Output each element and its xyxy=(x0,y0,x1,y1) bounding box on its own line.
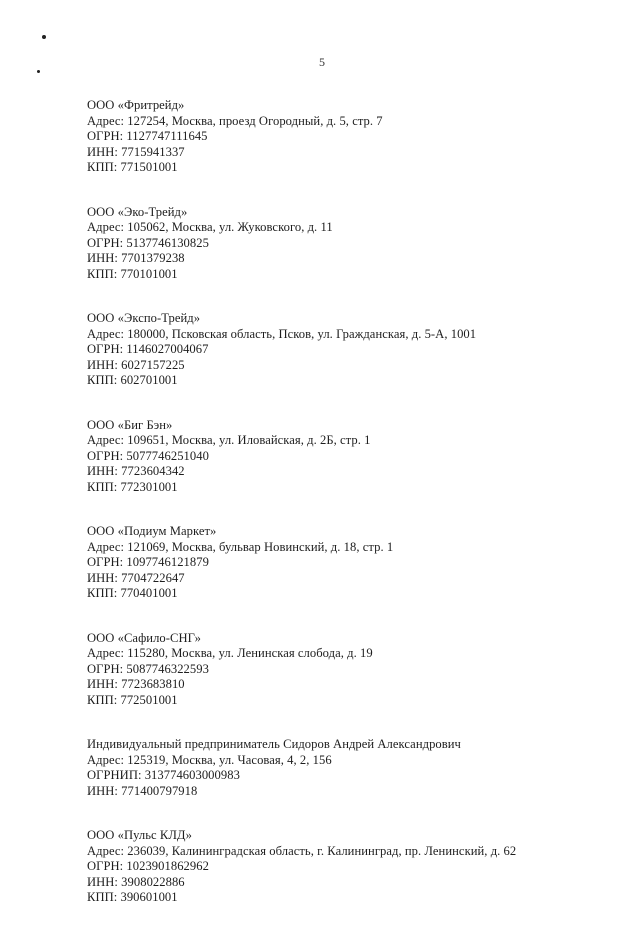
company-name: ООО «Фритрейд» xyxy=(87,98,185,112)
company-entry xyxy=(87,631,627,709)
company-entry xyxy=(87,828,627,906)
company-ogrn: ОГРН: 5087746322593 xyxy=(87,661,209,676)
entrepreneur-inn: ИНН: 771400797918 xyxy=(87,783,198,798)
company-entry xyxy=(87,524,627,602)
company-entry xyxy=(87,311,627,389)
company-kpp: КПП: 772501001 xyxy=(87,692,178,707)
page-number: 5 xyxy=(319,55,325,69)
company-kpp: КПП: 772301001 xyxy=(87,479,178,494)
company-list xyxy=(87,98,627,935)
scan-dot xyxy=(42,35,46,39)
company-ogrn: ОГРН: 1146027004067 xyxy=(87,342,209,356)
company-entry xyxy=(87,98,627,176)
company-address: Адрес: 115280, Москва, ул. Ленинская слобода, д. 19 xyxy=(87,646,373,660)
company-ogrn: ОГРН: 5137746130825 xyxy=(87,235,209,250)
company-address: Адрес: 180000, Псковская область, Псков, ул. Гражданская, д. 5-А, 1001 xyxy=(87,326,477,341)
company-inn: ИНН: 7723683810 xyxy=(87,677,185,691)
company-entry xyxy=(87,205,627,283)
company-name: ООО «Пульс КЛД» xyxy=(87,828,192,842)
company-name: ООО «Экспо-Трейд» xyxy=(87,311,201,325)
company-kpp: КПП: 771501001 xyxy=(87,160,178,174)
company-inn: ИНН: 7715941337 xyxy=(87,144,185,159)
company-address: Адрес: 121069, Москва, бульвар Новинский, д. 18, стр. 1 xyxy=(87,539,394,554)
company-ogrn: ОГРН: 5077746251040 xyxy=(87,448,209,463)
company-address: Адрес: 236039, Калининградская область, г. Калининград, пр. Ленинский, д. 62 xyxy=(87,843,517,858)
company-inn: ИНН: 7704722647 xyxy=(87,570,185,585)
company-name: ООО «Биг Бэн» xyxy=(87,417,173,432)
company-address: Адрес: 127254, Москва, проезд Огородный, д. 5, стр. 7 xyxy=(87,113,383,128)
company-name: ООО «Подиум Маркет» xyxy=(87,524,217,538)
company-kpp: КПП: 602701001 xyxy=(87,373,178,387)
company-inn: ИНН: 7701379238 xyxy=(87,251,185,265)
entrepreneur-address: Адрес: 125319, Москва, ул. Часовая, 4, 2, 156 xyxy=(87,752,332,767)
company-name: ООО «Сафило-СНГ» xyxy=(87,630,201,645)
company-inn: ИНН: 6027157225 xyxy=(87,357,185,372)
company-kpp: КПП: 770401001 xyxy=(87,586,178,600)
company-kpp: КПП: 390601001 xyxy=(87,890,178,904)
company-inn: ИНН: 3908022886 xyxy=(87,874,185,889)
entrepreneur-name: Индивидуальный предприниматель Сидоров Андрей Александрович xyxy=(87,737,461,751)
company-ogrn: ОГРН: 1127747111645 xyxy=(87,129,208,143)
company-entry xyxy=(87,418,627,496)
company-name: ООО «Эко-Трейд» xyxy=(87,204,188,219)
company-address: Адрес: 109651, Москва, ул. Иловайская, д. 2Б, стр. 1 xyxy=(87,433,371,447)
company-ogrn: ОГРН: 1097746121879 xyxy=(87,555,209,569)
company-inn: ИНН: 7723604342 xyxy=(87,464,185,478)
entrepreneur-ogrnip: ОГРНИП: 313774603000983 xyxy=(87,768,240,782)
scan-dot xyxy=(37,70,40,73)
company-address: Адрес: 105062, Москва, ул. Жуковского, д. 11 xyxy=(87,220,333,234)
entrepreneur-entry xyxy=(87,737,627,799)
company-ogrn: ОГРН: 1023901862962 xyxy=(87,859,209,873)
company-kpp: КПП: 770101001 xyxy=(87,266,178,281)
